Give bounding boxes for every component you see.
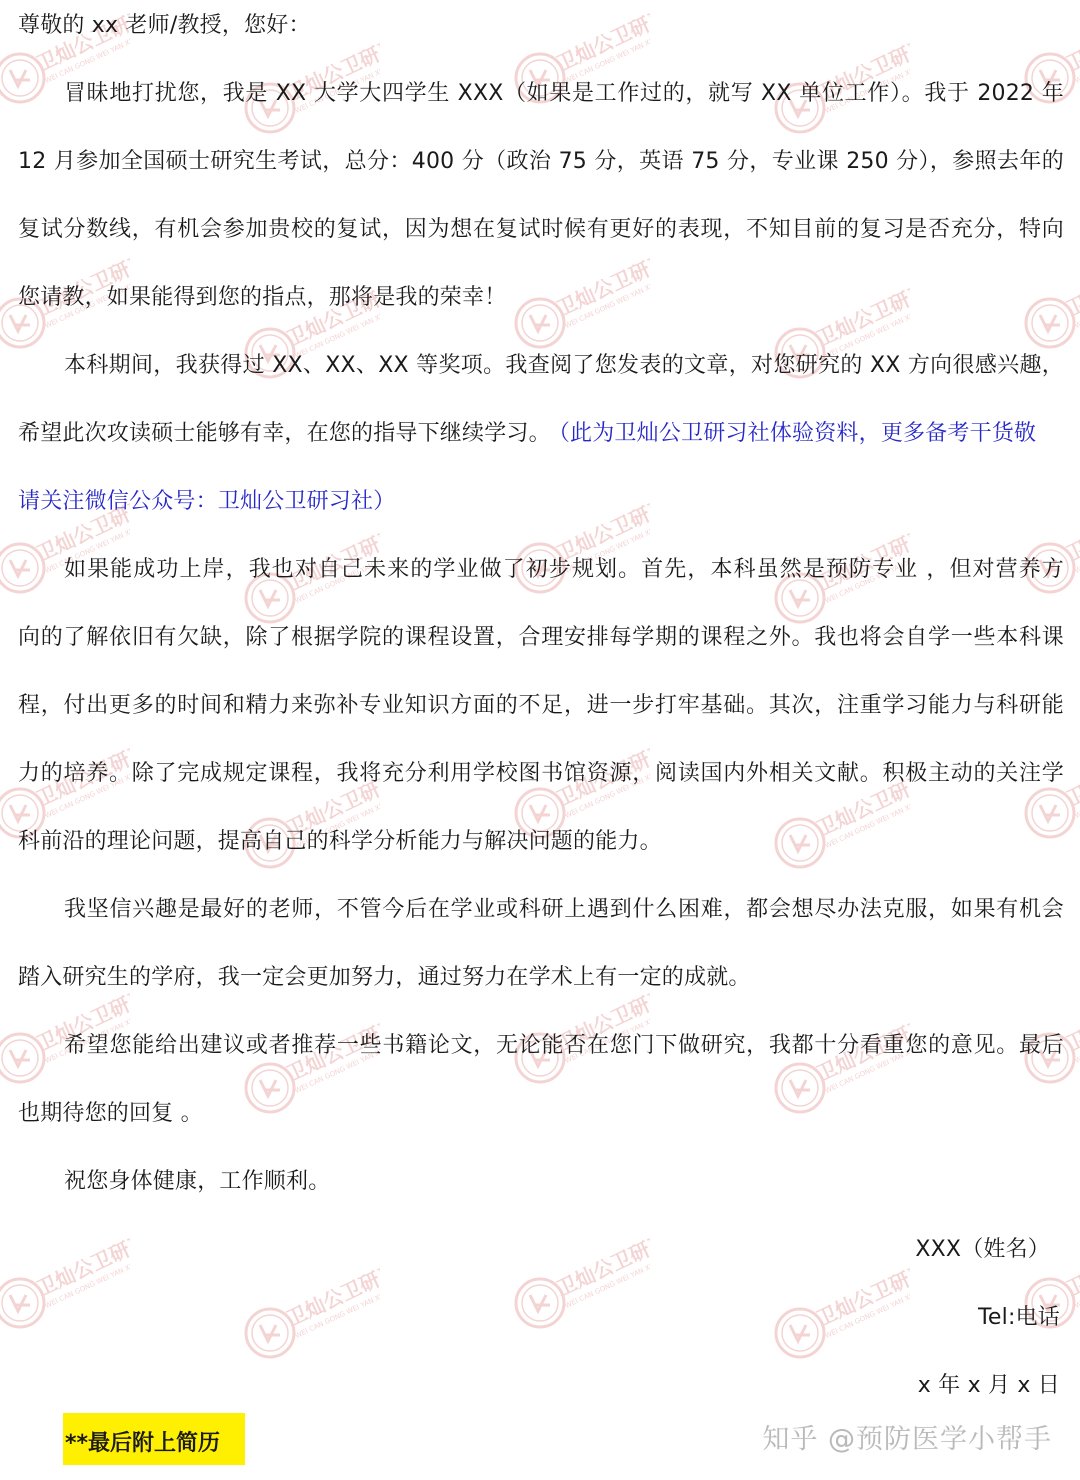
paragraph-2-line-2 xyxy=(18,417,1064,451)
paragraph-2-line-1: 本科期间，我获得过 XX、XX、XX 等奖项。我查阅了您发表的文章，对您研究的 XX 方向很感兴趣， xyxy=(64,353,1064,378)
paragraph-1-line-3: 复试分数线，有机会参加贵校的复试，因为想在复试时候有更好的表现，不知目前的复习是否充分，特向 xyxy=(18,217,1064,242)
resume-note: **最后附上简历 xyxy=(63,1413,245,1465)
signature-name: XXX（姓名） xyxy=(915,1237,1050,1262)
paragraph-3-line-5: 科前沿的理论问题，提高自己的科学分析能力与解决问题的能力。 xyxy=(18,829,662,854)
paragraph-1-line-2: 12 月参加全国硕士研究生考试，总分：400 分（政治 75 分，英语 75 分，专业课 250 分），参照去年的 xyxy=(18,149,1064,174)
paragraph-3-line-1: 如果能成功上岸，我也对自己未来的学业做了初步规划。首先，本科虽然是预防专业 ，但对营养方 xyxy=(64,557,1064,582)
closing-line: 祝您身体健康，工作顺利。 xyxy=(64,1169,331,1194)
paragraph-3-line-3: 程，付出更多的时间和精力来弥补专业知识方面的不足，进一步打牢基础。其次，注重学习能力与科研能 xyxy=(18,693,1064,718)
paragraph-1-line-4: 您请教，如果能得到您的指点，那将是我的荣幸！ xyxy=(18,285,507,310)
promo-note-continued: 请关注微信公众号：卫灿公卫研习社） xyxy=(18,489,396,514)
paragraph-3-line-4: 力的培养。除了完成规定课程，我将充分利用学校图书馆资源，阅读国内外相关文献。积极主动的关注学 xyxy=(18,761,1064,786)
paragraph-5-line-1: 希望您能给出建议或者推荐一些书籍论文，无论能否在您门下做研究，我都十分看重您的意见。最后 xyxy=(64,1033,1064,1058)
zhihu-credit: 知乎 @预防医学小帮手 xyxy=(762,1424,1052,1455)
signature-tel: Tel:电话 xyxy=(978,1305,1060,1330)
paragraph-3-line-2: 向的了解依旧有欠缺，除了根据学院的课程设置，合理安排每学期的课程之外。我也将会自学一些本科课 xyxy=(18,625,1064,650)
paragraph-5-line-2: 也期待您的回复 。 xyxy=(18,1101,203,1126)
paragraph-2-text: 希望此次攻读硕士能够有幸，在您的指导下继续学习。 xyxy=(18,421,551,446)
paragraph-4-line-1: 我坚信兴趣是最好的老师，不管今后在学业或科研上遇到什么困难，都会想尽办法克服，如果有机会 xyxy=(64,897,1064,922)
paragraph-1-line-1: 冒昧地打扰您，我是 XX 大学大四学生 XXX（如果是工作过的，就写 XX 单位工作）。我于 2022 年 xyxy=(64,81,1064,106)
promo-note: （此为卫灿公卫研习社体验资料，更多备考干货敬 xyxy=(558,421,1037,446)
signature-date: x 年 x 月 x 日 xyxy=(917,1373,1060,1398)
letter-greeting: 尊敬的 xx 老师/教授，您好： xyxy=(18,13,311,38)
paragraph-4-line-2: 踏入研究生的学府，我一定会更加努力，通过努力在学术上有一定的成就。 xyxy=(18,965,751,990)
